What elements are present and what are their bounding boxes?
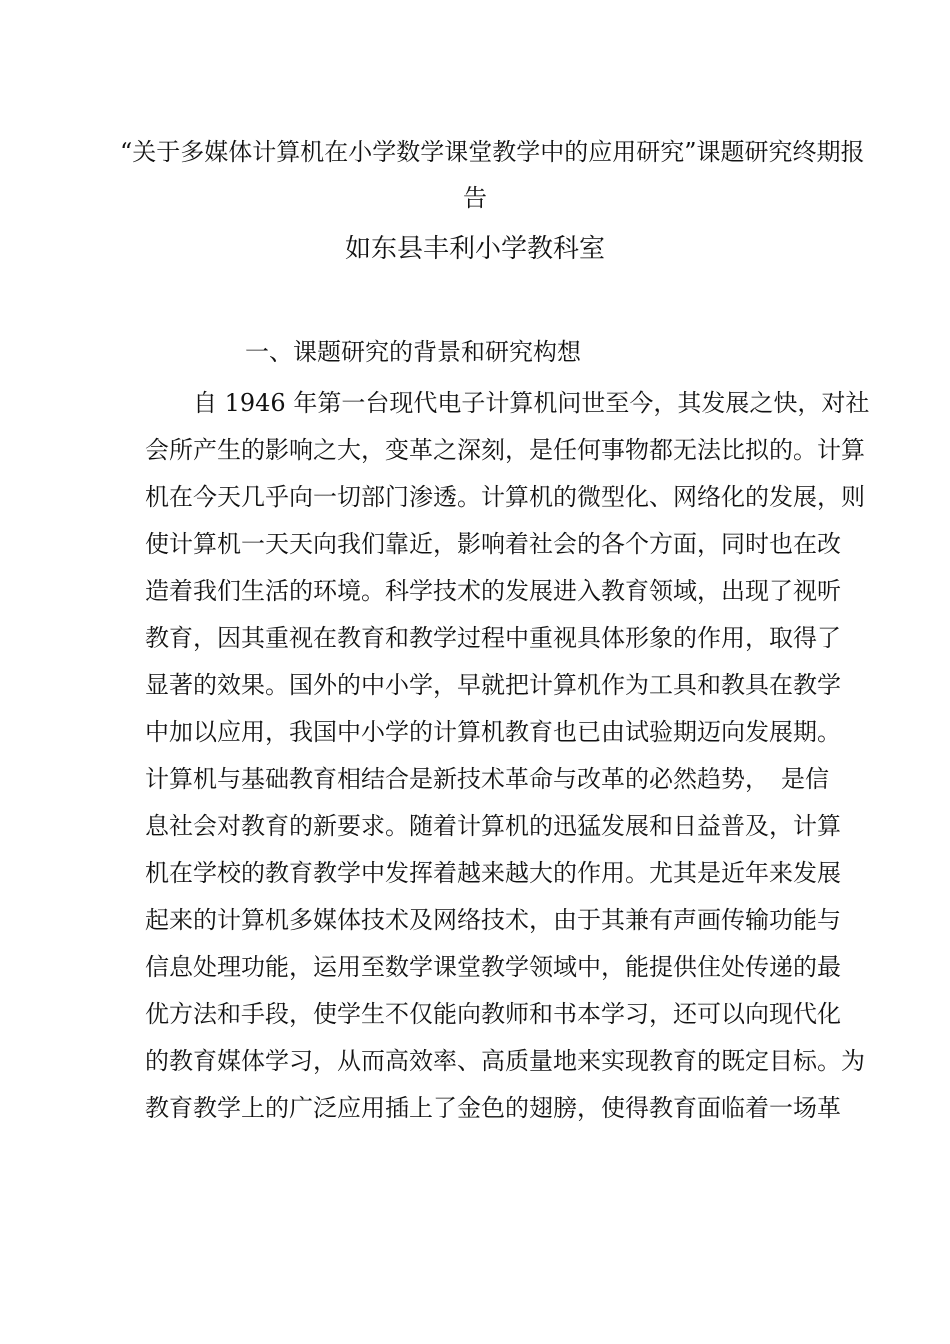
paragraph-line: 造着我们生活的环境。科学技术的发展进入教育领域，出现了视听 bbox=[145, 577, 841, 605]
paragraph-line: 信息处理功能，运用至数学课堂教学领域中，能提供住处传递的最 bbox=[145, 953, 841, 981]
paragraph-line: 自 1946 年第一台现代电子计算机问世至今，其发展之快，对社 bbox=[145, 389, 870, 417]
section-heading: 一、课题研究的背景和研究构想 bbox=[245, 338, 581, 366]
paragraph-line: 教育，因其重视在教育和教学过程中重视具体形象的作用，取得了 bbox=[145, 624, 841, 652]
paragraph-line: 机在学校的教育教学中发挥着越来越大的作用。尤其是近年来发展 bbox=[145, 859, 841, 887]
report-title-line-2: 告 bbox=[463, 184, 487, 212]
paragraph-line: 使计算机一天天向我们靠近，影响着社会的各个方面，同时也在改 bbox=[145, 530, 841, 558]
body-paragraph bbox=[145, 380, 870, 1132]
report-title-line-1: “关于多媒体计算机在小学数学课堂教学中的应用研究”课题研究终期报 bbox=[120, 138, 865, 166]
paragraph-line: 会所产生的影响之大，变革之深刻，是任何事物都无法比拟的。计算 bbox=[145, 436, 865, 464]
paragraph-line: 机在今天几乎向一切部门渗透。计算机的微型化、网络化的发展，则 bbox=[145, 483, 865, 511]
paragraph-line: 的教育媒体学习，从而高效率、高质量地来实现教育的既定目标。为 bbox=[145, 1047, 865, 1075]
paragraph-line: 息社会对教育的新要求。随着计算机的迅猛发展和日益普及，计算 bbox=[145, 812, 841, 840]
paragraph-line: 教育教学上的广泛应用插上了金色的翅膀，使得教育面临着一场革 bbox=[145, 1094, 841, 1122]
paragraph-line: 计算机与基础教育相结合是新技术革命与改革的必然趋势， 是信 bbox=[145, 765, 829, 793]
paragraph-line: 显著的效果。国外的中小学，早就把计算机作为工具和教具在教学 bbox=[145, 671, 841, 699]
paragraph-line: 优方法和手段，使学生不仅能向教师和书本学习，还可以向现代化 bbox=[145, 1000, 841, 1028]
organization-name: 如东县丰利小学教科室 bbox=[344, 234, 605, 264]
paragraph-line: 起来的计算机多媒体技术及网络技术，由于其兼有声画传输功能与 bbox=[145, 906, 841, 934]
paragraph-line: 中加以应用，我国中小学的计算机教育也已由试验期迈向发展期。 bbox=[145, 718, 841, 746]
